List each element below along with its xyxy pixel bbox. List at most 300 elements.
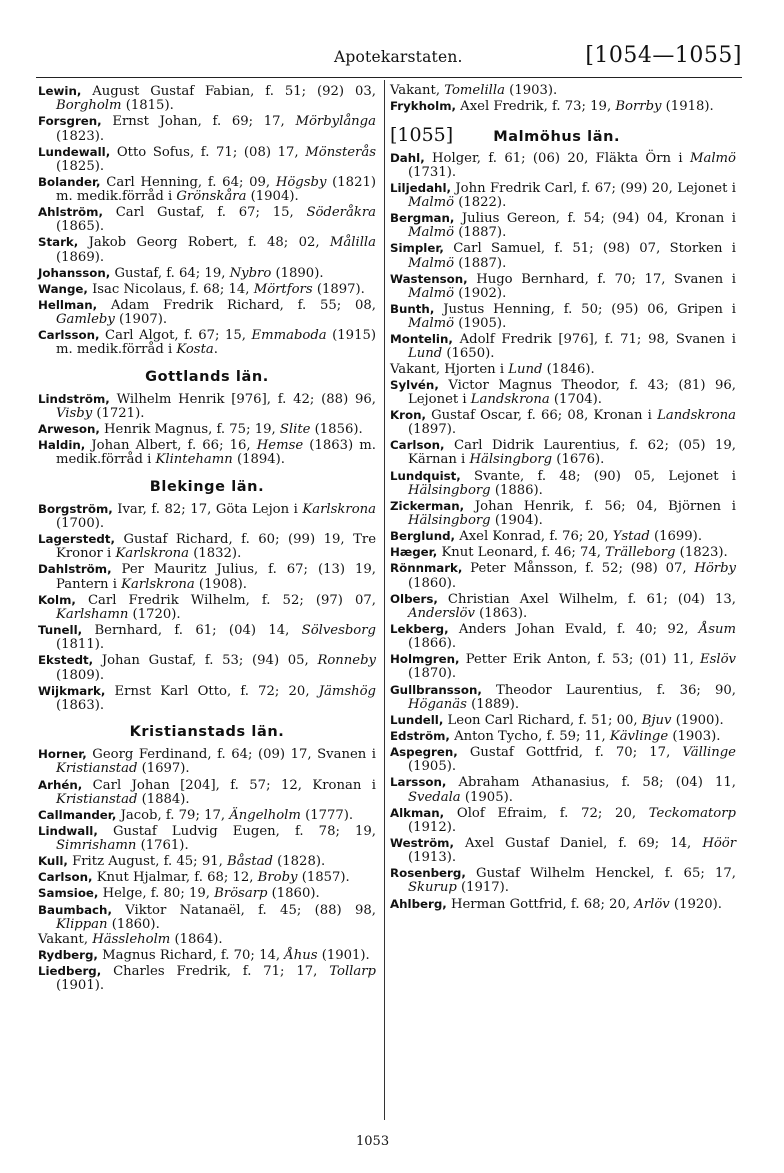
entry-text: Gustaf Richard, f. 60; (99) 19, Tre Kronor i — [56, 532, 376, 562]
place-name: Slite — [279, 422, 311, 438]
pharmacy-entry — [390, 866, 736, 895]
place-name: Mörbylånga — [295, 114, 376, 130]
place-name: Simrishamn — [56, 838, 137, 854]
pharmacist-name: Edström, — [390, 728, 450, 743]
entry-text: (1823). — [56, 128, 105, 144]
entry-text: Holger, f. 61; (06) 20, Fläkta Örn i — [424, 150, 690, 166]
pharmacist-name: Carlson, — [38, 870, 93, 885]
place-name: Svedala — [408, 789, 461, 805]
pharmacist-name: Forsgren, — [38, 114, 102, 129]
place-name: Höganäs — [408, 696, 467, 712]
place-name: Malmö — [408, 225, 455, 241]
section-heading: Kristianstads län. — [129, 724, 285, 741]
entry-text: (1903). — [668, 728, 721, 744]
place-name: Tomelilla — [444, 83, 505, 98]
pharmacist-name: Liedberg, — [38, 964, 102, 979]
pharmacy-entry — [38, 205, 376, 234]
pharmacist-name: Wastenson, — [390, 271, 468, 286]
pharmacist-name: Ahlberg, — [390, 896, 447, 911]
entry-text: Anders Johan Evald, f. 40; 92, — [448, 621, 699, 637]
place-name: Ängelholm — [229, 807, 301, 823]
pharmacist-name: Wange, — [38, 281, 88, 296]
entry-text: (1815). — [121, 98, 174, 114]
pharmacy-entry — [38, 175, 376, 204]
entry-text: (1869). — [56, 249, 105, 265]
pharmacy-entry — [38, 824, 376, 853]
pharmacist-name: Lundquist, — [390, 468, 461, 483]
place-name: Hälsingborg — [408, 513, 491, 529]
pharmacist-name: Larsson, — [390, 775, 447, 790]
entry-text: Gustaf Oscar, f. 66; 08, Kronan i — [425, 407, 658, 423]
pharmacy-entry — [38, 778, 376, 807]
place-name: Lund — [408, 346, 443, 362]
entry-text: (1870). — [408, 666, 457, 682]
entry-text: Isac Nicolaus, f. 68; 14, — [87, 281, 254, 297]
entry-text: Gustaf Ludvig Eugen, f. 78; 19, — [97, 823, 376, 839]
entry-text: (1904). — [490, 513, 543, 529]
entry-text: Christian Axel Wilhelm, f. 61; (04) 13, — [437, 591, 736, 607]
page-header — [36, 43, 750, 76]
place-name: Skurup — [408, 880, 457, 896]
pharmacy-entry — [390, 652, 736, 681]
place-name: Kosta — [176, 342, 214, 358]
pharmacist-name: Sylvén, — [390, 377, 439, 392]
place-name: Gamleby — [56, 312, 115, 328]
entry-text: Carl Gustaf, f. 67; 15, — [102, 205, 307, 221]
pharmacy-entry — [38, 562, 376, 591]
pharmacy-entry — [390, 469, 736, 498]
place-name: Teckomatorp — [648, 805, 736, 821]
pharmacy-entry — [390, 211, 736, 240]
pharmacy-entry — [38, 933, 376, 947]
entry-text: (1860). — [408, 575, 457, 591]
place-name: Ystad — [612, 529, 650, 545]
pharmacy-entry — [390, 622, 736, 651]
place-name: Åsum — [698, 621, 736, 637]
pharmacy-entry — [38, 964, 376, 993]
pharmacist-name: Lekberg, — [390, 621, 449, 636]
entry-text: (1887). — [454, 225, 507, 241]
entry-text: (1890). — [271, 265, 324, 281]
pharmacist-name: Ekstedt, — [38, 653, 94, 668]
pharmacist-name: Carlson, — [390, 438, 445, 453]
place-name: Klippan — [56, 916, 108, 932]
entry-text: Vakant, Hjorten i — [390, 361, 509, 377]
entry-text: (1825). — [56, 158, 105, 174]
place-name: Malmö — [408, 195, 455, 210]
pharmacist-name: Tunell, — [38, 623, 83, 638]
entry-text: (1917). — [456, 880, 510, 896]
entry-text: Ernst Johan, f. 69; 17, — [101, 114, 296, 130]
place-name: Broby — [257, 870, 298, 886]
pharmacy-entry — [38, 886, 376, 901]
entry-text: Carl Samuel, f. 51; (98) 07, Storken i — [443, 241, 736, 257]
pharmacy-entry — [38, 854, 376, 869]
pharmacist-name: Samsioe, — [38, 886, 99, 901]
entry-text: (1761). — [136, 838, 189, 854]
pharmacy-entry — [38, 328, 376, 357]
entry-text: (1846). — [542, 361, 595, 377]
pharmacy-entry — [390, 499, 736, 528]
place-name: Malmö — [689, 150, 736, 166]
entry-text: (1821) m. medik.förråd i — [56, 174, 376, 205]
pharmacist-name: Berglund, — [390, 529, 456, 544]
pharmacist-name: Zickerman, — [390, 498, 465, 513]
pharmacy-entry — [390, 302, 736, 331]
column-divider — [384, 80, 385, 1120]
place-name: Bjuv — [641, 712, 672, 728]
entry-text: (1731). — [408, 164, 457, 180]
place-name: Söderåkra — [306, 205, 376, 221]
entry-text: (1822). — [454, 195, 507, 210]
page-number: 1053 — [356, 1134, 390, 1149]
pharmacist-name: Haldin, — [38, 438, 86, 453]
entry-text: (1863). — [474, 605, 528, 621]
entry-text: (1863). — [56, 697, 105, 713]
entry-text: Carl Didrik Laurentius, f. 62; (05) 19, Kärnan i — [408, 438, 736, 468]
pharmacist-name: Simpler, — [390, 241, 444, 256]
place-name: Trälleborg — [605, 545, 676, 561]
place-name: Kävlinge — [609, 728, 669, 744]
entry-text: (1886). — [490, 482, 543, 498]
pharmacy-entry — [38, 593, 376, 622]
entry-text: Svante, f. 48; (90) 05, Lejonet i — [460, 468, 736, 484]
place-name: Brösarp — [214, 886, 268, 902]
section-heading: Gottlands län. — [145, 368, 269, 385]
place-name: Malmö — [408, 316, 455, 332]
entry-text: Helge, f. 80; 19, — [98, 886, 215, 902]
entry-text: (1811). — [56, 637, 105, 653]
pharmacy-entry — [38, 532, 376, 561]
pharmacist-name: Bergman, — [390, 211, 455, 226]
pharmacy-entry — [38, 298, 376, 327]
pharmacy-entry — [390, 713, 736, 728]
place-name: Hälsingborg — [408, 482, 491, 498]
pharmacy-entry — [38, 623, 376, 652]
entry-text: (1905). — [408, 759, 457, 775]
pharmacy-entry — [390, 181, 736, 210]
entry-text: John Fredrik Carl, f. 67; (99) 20, Lejonet i — [450, 180, 736, 196]
entry-text: (1904). — [246, 189, 299, 205]
place-name: Jämshög — [318, 683, 376, 699]
place-name: Karlshamn — [56, 606, 129, 622]
entry-text: Adolf Fredrik [976], f. 71; 98, Svanen i — [452, 332, 736, 348]
entry-text: (1864). — [170, 931, 223, 947]
entry-text: (1889). — [466, 696, 520, 712]
entry-text: (1902). — [454, 285, 507, 301]
entry-text: Magnus Richard, f. 70; 14, — [97, 947, 285, 963]
pharmacist-name: Arhén, — [38, 777, 83, 792]
place-name: Karlskrona — [115, 546, 190, 562]
entry-text: (1913). — [408, 850, 457, 866]
pharmacist-name: Callmander, — [38, 807, 117, 822]
entry-text: Gustaf Wilhelm Henckel, f. 65; 17, — [465, 866, 736, 882]
entry-text: Georg Ferdinand, f. 64; (09) 17, Svanen i — [86, 747, 376, 763]
pharmacy-entry — [390, 592, 736, 621]
place-name: Hörby — [694, 561, 736, 577]
place-name: Arlöv — [634, 896, 670, 912]
place-name: Lund — [508, 361, 543, 377]
pharmacist-name: Aspegren, — [390, 745, 458, 760]
entry-text: Carl Johan [204], f. 57; 12, Kronan i — [82, 777, 376, 793]
place-name: Mörtfors — [253, 281, 313, 297]
entry-text: (1857). — [297, 870, 350, 886]
pharmacist-name: Lindström, — [38, 391, 110, 406]
entry-text: Theodor Laurentius, f. 36; 90, — [481, 682, 736, 698]
entry-text: Justus Henning, f. 50; (95) 06, Gripen i — [434, 301, 736, 317]
place-name: Hemse — [256, 438, 304, 454]
entry-text: Vakant, — [38, 931, 93, 947]
pharmacy-entry — [390, 84, 736, 98]
place-name: Grönskåra — [176, 189, 247, 205]
entry-text: (1860). — [267, 886, 320, 902]
entry-text: (1856). — [310, 422, 363, 438]
entry-text: Johan Albert, f. 66; 16, — [85, 438, 257, 454]
pharmacy-entry — [38, 266, 376, 281]
entry-text: Herman Gottfrid, f. 68; 20, — [446, 896, 635, 912]
pharmacy-entry — [38, 84, 376, 113]
place-name: Mönsterås — [305, 144, 376, 160]
pharmacy-entry — [38, 145, 376, 174]
place-name: Nybro — [229, 265, 272, 281]
pharmacist-name: Rönnmark, — [390, 561, 463, 576]
entry-text: August Gustaf Fabian, f. 51; (92) 03, — [81, 84, 376, 99]
place-name: Emmaboda — [251, 328, 327, 344]
pharmacist-name: Bolander, — [38, 174, 101, 189]
place-name: Anderslöv — [408, 605, 475, 621]
pharmacist-name: Alkman, — [390, 805, 445, 820]
entry-text: (1897). — [408, 422, 457, 438]
entry-text: (1832). — [189, 546, 242, 562]
place-name: Landskrona — [470, 391, 550, 407]
pharmacist-name: Gullbransson, — [390, 682, 482, 697]
running-title: Apotekarstaten. — [334, 48, 463, 66]
entry-text: (1697). — [137, 761, 190, 777]
pharmacist-name: Carlsson, — [38, 328, 100, 343]
entry-text: Bernhard, f. 61; (04) 14, — [82, 623, 302, 639]
section-heading-row — [390, 124, 736, 147]
entry-text: Abraham Athanasius, f. 58; (04) 11, — [446, 775, 736, 791]
pharmacy-entry — [390, 378, 736, 407]
entry-text: Leon Carl Richard, f. 51; 00, — [443, 712, 642, 728]
pharmacist-name: Horner, — [38, 747, 87, 762]
pharmacy-entry — [38, 808, 376, 823]
pharmacy-entry — [38, 235, 376, 264]
entry-text: Charles Fredrik, f. 71; 17, — [101, 964, 330, 980]
entry-text: Ivar, f. 82; 17, Göta Lejon i — [112, 501, 303, 517]
place-name: Sölvesborg — [301, 623, 376, 639]
place-name: Vällinge — [682, 745, 736, 761]
pharmacy-entry — [390, 332, 736, 361]
pharmacist-name: Stark, — [38, 235, 79, 250]
place-name: Kristianstad — [56, 791, 138, 807]
entry-text: (1912). — [408, 819, 457, 835]
entry-text: (1777). — [300, 807, 354, 823]
entry-text: Petter Erik Anton, f. 53; (01) 11, — [459, 652, 700, 668]
pharmacist-name: Wijkmark, — [38, 683, 106, 698]
header-rule — [36, 77, 742, 78]
entry-text: Per Mauritz Julius, f. 67; (13) 19, Pantern i — [56, 562, 376, 592]
entry-text: (1903). — [504, 83, 558, 98]
entry-text: (1908). — [194, 576, 247, 592]
place-name: Ronneby — [317, 653, 376, 669]
entry-text: Fritz August, f. 45; 91, — [67, 854, 227, 870]
place-name: Båstad — [227, 854, 273, 870]
place-name: Borgholm — [56, 98, 122, 114]
entry-text: (1866). — [408, 636, 457, 652]
pharmacist-name: Holmgren, — [390, 652, 460, 667]
entry-text: Axel Konrad, f. 76; 20, — [455, 529, 613, 545]
entry-text: Gustaf, f. 64; 19, — [110, 265, 230, 281]
pharmacist-name: Lundell, — [390, 712, 444, 727]
entry-text: (1704). — [549, 391, 602, 407]
entry-text: (1915) m. medik.förråd i — [56, 328, 376, 358]
pharmacist-name: Kron, — [390, 407, 426, 422]
pharmacist-name: Johansson, — [38, 265, 111, 280]
place-name: Hälsingborg — [469, 452, 553, 468]
entry-text: Vakant, — [390, 83, 445, 98]
entry-text: Carl Algot, f. 67; 15, — [99, 328, 252, 344]
entry-text: (1894). — [232, 452, 285, 468]
entry-text: (1676). — [552, 452, 605, 468]
entry-text: (1901). — [56, 978, 105, 994]
place-name: Landskrona — [657, 407, 736, 423]
pharmacist-name: Arweson, — [38, 422, 100, 437]
entry-text: (1907). — [114, 312, 168, 328]
entry-text: (1650). — [442, 346, 495, 362]
pharmacy-entry — [38, 114, 376, 143]
entry-text: Ernst Karl Otto, f. 72; 20, — [105, 683, 319, 699]
pharmacy-entry — [38, 502, 376, 531]
pharmacy-entry — [38, 747, 376, 776]
entry-text: Axel Fredrik, f. 73; 19, — [455, 99, 616, 115]
pharmacy-entry — [38, 684, 376, 713]
entry-text: Jacob, f. 79; 17, — [116, 807, 230, 823]
pharmacist-name: Rydberg, — [38, 947, 98, 962]
entry-text: (1828). — [272, 854, 326, 870]
page-range: [1054—1055] — [585, 43, 742, 68]
pharmacist-name: Weström, — [390, 835, 454, 850]
entry-text: Victor Magnus Theodor, f. 43; (81) 96, Lejonet i — [408, 377, 736, 407]
pharmacy-entry — [38, 438, 376, 467]
pharmacist-name: Dahl, — [390, 150, 425, 165]
pharmacy-entry — [390, 545, 736, 560]
place-name: Malmö — [408, 285, 455, 301]
right-column — [390, 84, 736, 913]
entry-text: (1863) m. medik.förråd i — [56, 438, 376, 468]
pharmacist-name: Baumbach, — [38, 902, 112, 917]
place-name: Visby — [56, 406, 93, 422]
pharmacy-entry — [390, 272, 736, 301]
pharmacist-name: Lewin, — [38, 84, 82, 98]
pharmacy-entry — [390, 438, 736, 467]
entry-text: Wilhelm Henrik [976], f. 42; (88) 96, — [109, 391, 376, 407]
place-name: Malmö — [408, 255, 455, 271]
entry-text: Gustaf Gottfrid, f. 70; 17, — [457, 745, 683, 761]
pharmacy-entry — [390, 836, 736, 865]
entry-text: (1720). — [128, 606, 181, 622]
pharmacy-entry — [390, 897, 736, 912]
entry-text: Olof Efraim, f. 72; 20, — [444, 805, 649, 821]
section-heading: Blekinge län. — [149, 478, 265, 495]
section-heading: Malmöhus län. — [493, 129, 621, 146]
place-name: Tollarp — [329, 964, 376, 980]
pharmacist-name: Kull, — [38, 854, 68, 869]
place-name: Borrby — [615, 99, 662, 115]
entry-text: Adam Fredrik Richard, f. 55; 08, — [97, 297, 376, 313]
pharmacy-entry — [390, 99, 736, 114]
pharmacy-entry — [390, 729, 736, 744]
place-name: Kristianstad — [56, 761, 138, 777]
pharmacist-name: Kolm, — [38, 592, 76, 607]
pharmacist-name: Lindwall, — [38, 823, 98, 838]
entry-text: (1823). — [675, 545, 728, 561]
entry-text: (1721). — [92, 406, 145, 422]
entry-text: (1897). — [312, 281, 365, 297]
pharmacy-entry — [390, 363, 736, 377]
entry-text: (1901). — [317, 947, 370, 963]
pharmacy-entry — [390, 529, 736, 544]
pharmacist-name: Olbers, — [390, 591, 438, 606]
pharmacist-name: Hellman, — [38, 297, 98, 312]
entry-text: Otto Sofus, f. 71; (08) 17, — [110, 144, 306, 160]
place-name: Målilla — [329, 235, 376, 251]
pharmacist-name: Lagerstedt, — [38, 532, 115, 547]
entry-text: (1918). — [661, 99, 714, 115]
entry-text: Carl Henning, f. 64; 09, — [100, 174, 276, 190]
pharmacy-entry — [38, 903, 376, 932]
pharmacy-entry — [390, 561, 736, 590]
left-column — [38, 84, 376, 994]
place-name: Karlskrona — [302, 501, 376, 517]
place-name: Karlskrona — [121, 576, 195, 592]
pharmacist-name: Ahlström, — [38, 205, 103, 220]
entry-text: . — [213, 342, 218, 358]
entry-text: Peter Månsson, f. 52; (98) 07, — [462, 561, 695, 577]
entry-text: (1884). — [137, 791, 190, 807]
place-name: Högsby — [275, 174, 327, 190]
entry-text: Jakob Georg Robert, f. 48; 02, — [78, 235, 330, 251]
pharmacy-entry — [390, 775, 736, 804]
pharmacy-entry — [390, 806, 736, 835]
place-name: Hässleholm — [92, 931, 171, 947]
pharmacist-name: Rosenberg, — [390, 866, 466, 881]
place-name: Höör — [702, 835, 736, 851]
pharmacy-entry — [38, 653, 376, 682]
pharmacy-entry — [38, 392, 376, 421]
pharmacy-entry — [390, 241, 736, 270]
pharmacist-name: Bunth, — [390, 301, 435, 316]
pharmacist-name: Liljedahl, — [390, 180, 451, 195]
entry-text: Anton Tycho, f. 59; 11, — [449, 728, 610, 744]
pharmacist-name: Borgström, — [38, 501, 113, 516]
pharmacy-entry — [390, 745, 736, 774]
entry-text: Hugo Bernhard, f. 70; 17, Svanen i — [467, 271, 736, 287]
entry-text: (1865). — [56, 219, 105, 235]
entry-text: Johan Gustaf, f. 53; (94) 05, — [93, 653, 318, 669]
entry-text: (1809). — [56, 667, 105, 683]
entry-text: Henrik Magnus, f. 75; 19, — [99, 422, 280, 438]
pharmacy-entry — [390, 151, 736, 180]
pharmacy-entry — [390, 408, 736, 437]
pharmacist-name: Montelin, — [390, 332, 453, 347]
entry-text: (1700). — [56, 516, 105, 532]
entry-text: Knut Leonard, f. 46; 74, — [437, 545, 606, 561]
entry-text: (1860). — [107, 916, 160, 932]
entry-text: (1887). — [454, 255, 507, 271]
entry-text: (1905). — [460, 789, 513, 805]
entry-text: (1920). — [669, 896, 722, 912]
